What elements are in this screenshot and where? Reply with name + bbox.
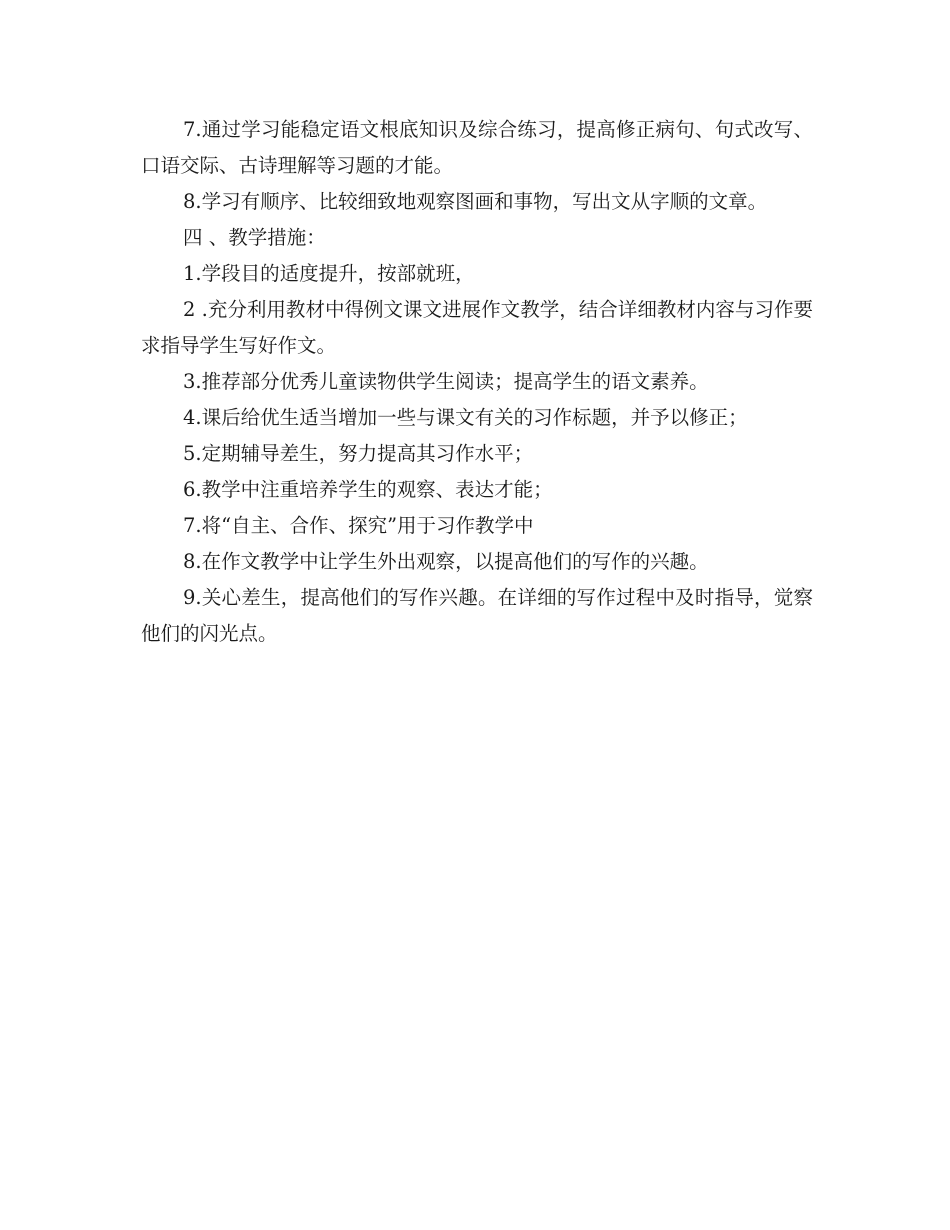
paragraph-measure-2: 2 .充分利用教材中得例文课文进展作文教学，结合详细教材内容与习作要求指导学生写好作文。 — [141, 298, 813, 357]
paragraph-measure-7: 7.将“自主、合作、探究”用于习作教学中 — [183, 514, 534, 537]
paragraph-measure-6: 6.教学中注重培养学生的观察、表达才能； — [183, 478, 553, 501]
paragraph-measure-8: 8.在作文教学中让学生外出观察，以提高他们的写作的兴趣。 — [183, 550, 709, 573]
paragraph-measure-5: 5.定期辅导差生，努力提高其习作水平； — [183, 442, 534, 465]
paragraph-measure-9: 9.关心差生，提高他们的写作兴趣。在详细的写作过程中及时指导，觉察他们的闪光点。 — [141, 586, 813, 645]
paragraph-measure-3: 3.推荐部分优秀儿童读物供学生阅读；提高学生的语文素养。 — [183, 370, 709, 393]
paragraph-goal-7: 7.通过学习能稳定语文根底知识及综合练习，提高修正病句、句式改写、口语交际、古诗理解等习题的才能。 — [141, 118, 813, 177]
paragraph-measure-4: 4.课后给优生适当增加一些与课文有关的习作标题，并予以修正； — [183, 406, 748, 429]
document-body — [141, 112, 813, 652]
paragraph-measure-1: 1.学段目的适度提升，按部就班， — [183, 262, 475, 285]
section-heading-teaching-measures: 四 、教学措施： — [183, 226, 326, 249]
paragraph-goal-8: 8.学习有顺序、比较细致地观察图画和事物，写出文从字顺的文章。 — [183, 190, 768, 213]
